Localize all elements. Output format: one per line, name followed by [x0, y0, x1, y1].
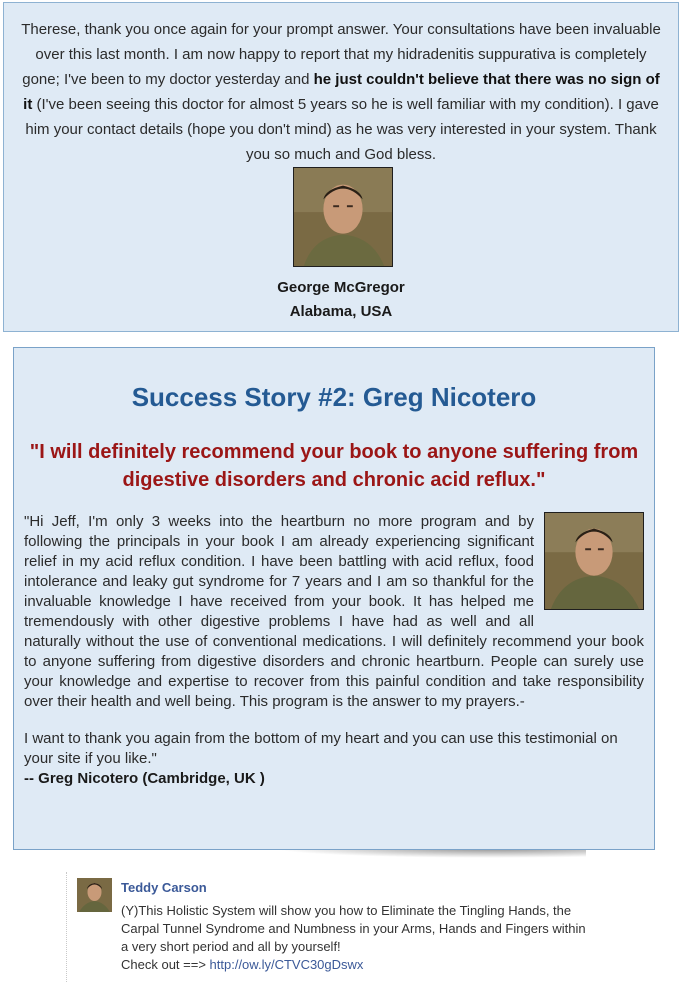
comment-text [121, 902, 591, 974]
comment-link[interactable]: http://ow.ly/CTVC30gDswx [209, 957, 364, 972]
testimonial-1-location: Alabama, USA [289, 303, 393, 320]
success-story-title: Success Story #2: Greg Nicotero [131, 382, 537, 412]
comment-item [66, 872, 597, 982]
greg-nicotero-photo [544, 512, 644, 610]
comment-author[interactable]: Teddy Carson [121, 880, 207, 895]
testimonial-1-name: George McGregor [277, 279, 405, 296]
success-story-paragraph-1: "Hi Jeff, I'm only 3 weeks into the heartburn no more program and by following the principals in your book I am already experiencing significant relief in my acid reflux condition. I have been battling with acid reflux, food intolerance and leaky gut syndrome for 7 years and I am so thankful for the invaluable knowledge I have received from your book. It has helped me tremendously with other digestive problems I have had as well and all naturally without the use of conventional medications. I will definitely recommend your book to anyone suffering from digestive disorders and chronic heartburn. People can surely use your knowledge and expertise to recover from this painful condition and take responsibility over their health and well being. This program is the answer to my prayers.- [24, 513, 644, 710]
testimonial-1-text-part-2: (I've been seeing this doctor for almost 5 years so he is well familiar with my condition). I gave him your contact details (hope you don't mind) as he was very interested in your system. Thank you so much and God bless. [25, 96, 659, 163]
success-story-paragraph-2: I want to thank you again from the bottom of my heart and you can use this testimonial on your site if you like." [24, 730, 618, 767]
testimonial-box-1 [3, 2, 679, 332]
george-mcgregor-photo [293, 167, 393, 267]
success-story-box-2 [13, 347, 655, 850]
success-story-body [24, 512, 644, 789]
success-story-quote: "I will definitely recommend your book to anyone suffering from digestive disorders and chronic acid reflux." [29, 441, 639, 491]
testimonial-1-text [18, 17, 664, 167]
avatar[interactable] [77, 878, 112, 912]
testimonial-1-text-bold: he just couldn't believe that there was no sign of it [23, 71, 660, 113]
comment-body: (Y)This Holistic System will show you how to Eliminate the Tingling Hands, the Carpal Tunnel Syndrome and Numbness in your Arms, Hands and Fingers within a very short period and all by yourself! [121, 903, 586, 954]
success-story-signature: -- Greg Nicotero (Cambridge, UK ) [24, 770, 265, 787]
comment-link-prefix: Check out ==> [121, 957, 210, 972]
testimonial-1-text-part-1: Therese, thank you once again for your prompt answer. Your consultations have been invaluable over this last month. I am now happy to report that my hidradenitis suppurativa is completely gone; I've been to my doctor yesterday and [21, 21, 661, 88]
